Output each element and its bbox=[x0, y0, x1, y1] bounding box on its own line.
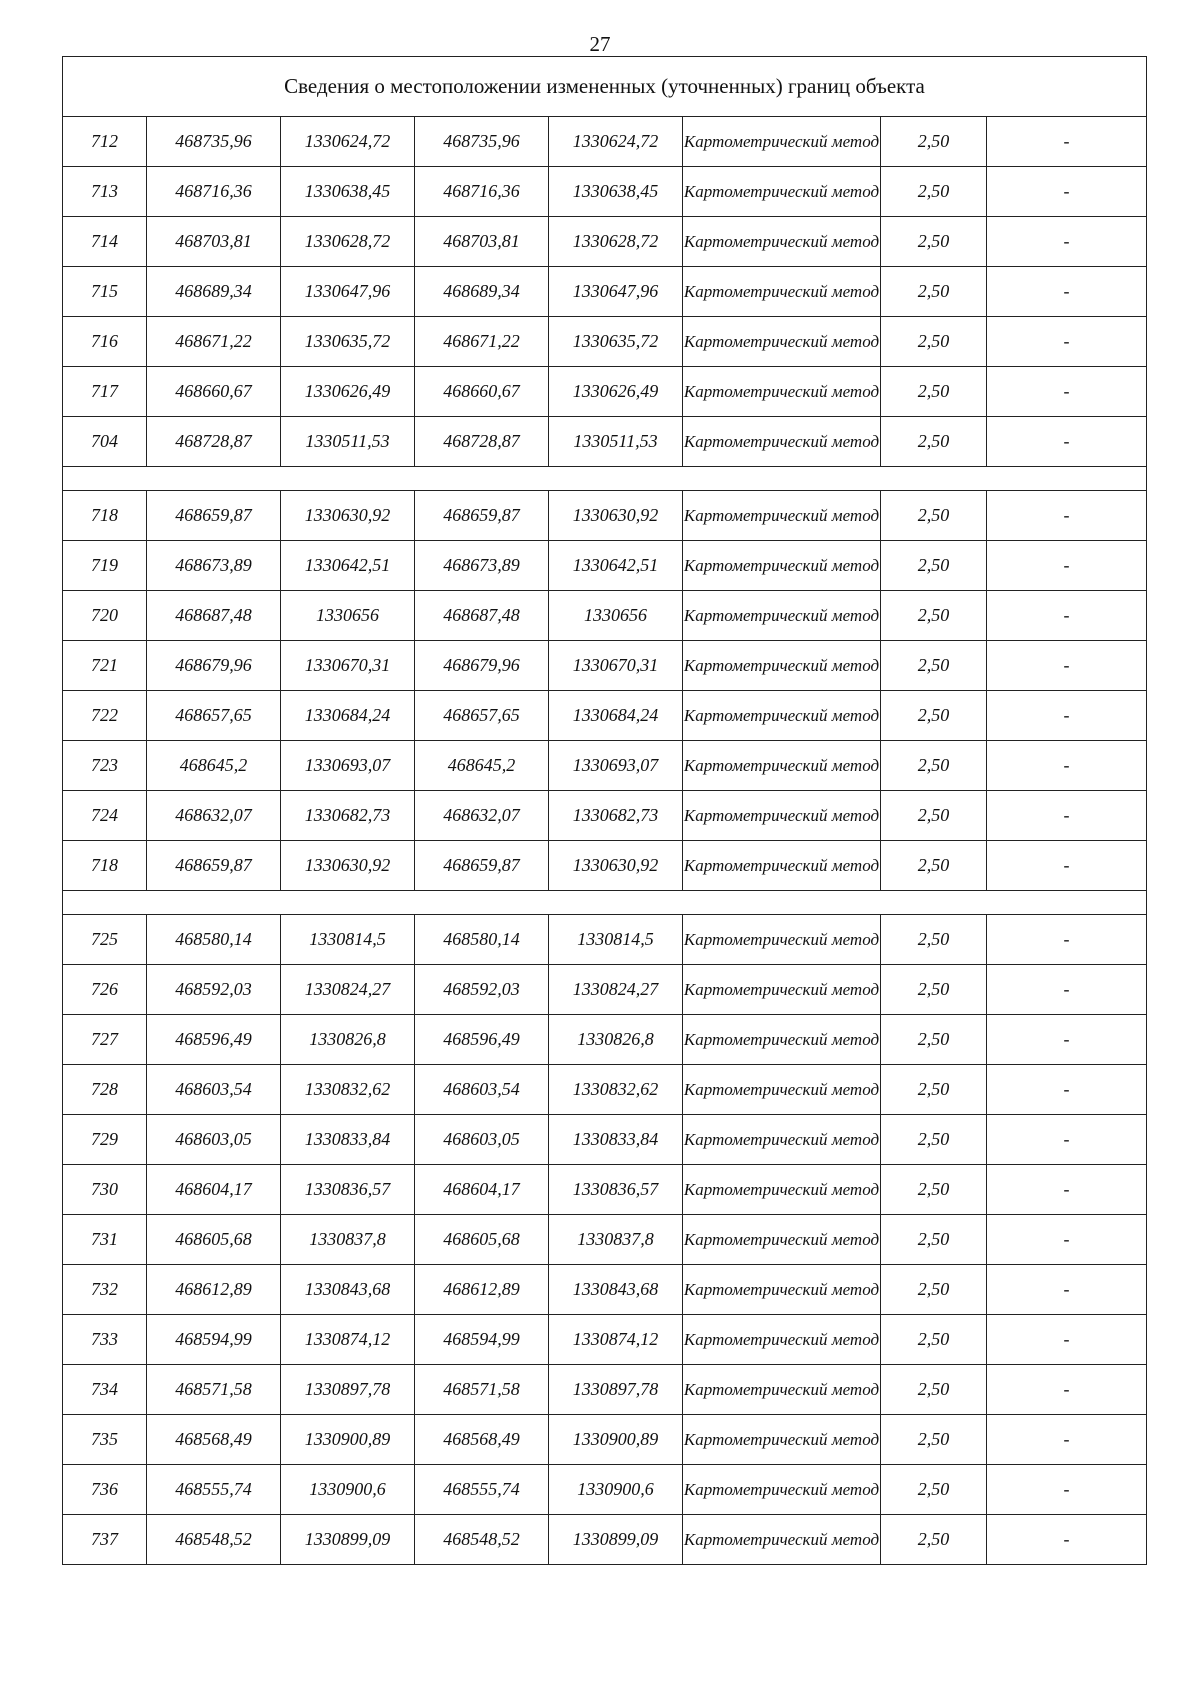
cell-point-number: 732 bbox=[63, 1265, 147, 1315]
cell-y-new: 1330626,49 bbox=[549, 367, 683, 417]
cell-point-number: 729 bbox=[63, 1115, 147, 1165]
cell-x-new: 468645,2 bbox=[415, 741, 549, 791]
cell-method: Картометрический метод bbox=[683, 417, 881, 467]
cell-x-new: 468728,87 bbox=[415, 417, 549, 467]
group-separator-cell bbox=[63, 891, 1147, 915]
cell-x-existing: 468645,2 bbox=[147, 741, 281, 791]
cell-accuracy: 2,50 bbox=[881, 965, 987, 1015]
group-separator-row bbox=[63, 891, 1147, 915]
cell-point-number: 722 bbox=[63, 691, 147, 741]
cell-y-existing: 1330900,89 bbox=[281, 1415, 415, 1465]
cell-y-new: 1330814,5 bbox=[549, 915, 683, 965]
cell-y-existing: 1330630,92 bbox=[281, 491, 415, 541]
cell-method: Картометрический метод bbox=[683, 1265, 881, 1315]
cell-x-existing: 468632,07 bbox=[147, 791, 281, 841]
cell-accuracy: 2,50 bbox=[881, 1115, 987, 1165]
cell-method: Картометрический метод bbox=[683, 1465, 881, 1515]
cell-method: Картометрический метод bbox=[683, 1365, 881, 1415]
cell-x-new: 468671,22 bbox=[415, 317, 549, 367]
table-row bbox=[63, 541, 1147, 591]
cell-x-existing: 468555,74 bbox=[147, 1465, 281, 1515]
cell-accuracy: 2,50 bbox=[881, 1315, 987, 1365]
cell-accuracy: 2,50 bbox=[881, 267, 987, 317]
cell-y-existing: 1330824,27 bbox=[281, 965, 415, 1015]
cell-y-existing: 1330682,73 bbox=[281, 791, 415, 841]
cell-x-new: 468604,17 bbox=[415, 1165, 549, 1215]
cell-point-number: 736 bbox=[63, 1465, 147, 1515]
cell-y-existing: 1330833,84 bbox=[281, 1115, 415, 1165]
cell-x-new: 468657,65 bbox=[415, 691, 549, 741]
cell-y-new: 1330684,24 bbox=[549, 691, 683, 741]
cell-y-new: 1330630,92 bbox=[549, 841, 683, 891]
table-row bbox=[63, 1415, 1147, 1465]
cell-x-new: 468603,05 bbox=[415, 1115, 549, 1165]
cell-point-number: 733 bbox=[63, 1315, 147, 1365]
table-row bbox=[63, 1315, 1147, 1365]
group-separator-row bbox=[63, 467, 1147, 491]
cell-y-existing: 1330670,31 bbox=[281, 641, 415, 691]
cell-x-existing: 468735,96 bbox=[147, 117, 281, 167]
cell-description: - bbox=[987, 641, 1147, 691]
cell-y-new: 1330826,8 bbox=[549, 1015, 683, 1065]
cell-point-number: 712 bbox=[63, 117, 147, 167]
cell-y-existing: 1330656 bbox=[281, 591, 415, 641]
table-body bbox=[63, 57, 1147, 1565]
cell-y-existing: 1330826,8 bbox=[281, 1015, 415, 1065]
cell-x-new: 468716,36 bbox=[415, 167, 549, 217]
table-row bbox=[63, 1065, 1147, 1115]
cell-method: Картометрический метод bbox=[683, 491, 881, 541]
cell-x-new: 468660,67 bbox=[415, 367, 549, 417]
cell-x-existing: 468703,81 bbox=[147, 217, 281, 267]
cell-accuracy: 2,50 bbox=[881, 117, 987, 167]
cell-x-new: 468735,96 bbox=[415, 117, 549, 167]
cell-point-number: 717 bbox=[63, 367, 147, 417]
table-row bbox=[63, 1365, 1147, 1415]
cell-point-number: 734 bbox=[63, 1365, 147, 1415]
cell-accuracy: 2,50 bbox=[881, 1165, 987, 1215]
table-row bbox=[63, 167, 1147, 217]
cell-y-existing: 1330693,07 bbox=[281, 741, 415, 791]
table-row bbox=[63, 1165, 1147, 1215]
cell-y-existing: 1330843,68 bbox=[281, 1265, 415, 1315]
cell-point-number: 718 bbox=[63, 841, 147, 891]
cell-x-existing: 468604,17 bbox=[147, 1165, 281, 1215]
cell-method: Картометрический метод bbox=[683, 641, 881, 691]
cell-accuracy: 2,50 bbox=[881, 491, 987, 541]
cell-y-existing: 1330684,24 bbox=[281, 691, 415, 741]
cell-x-new: 468673,89 bbox=[415, 541, 549, 591]
cell-y-new: 1330833,84 bbox=[549, 1115, 683, 1165]
cell-point-number: 718 bbox=[63, 491, 147, 541]
cell-x-existing: 468580,14 bbox=[147, 915, 281, 965]
cell-description: - bbox=[987, 117, 1147, 167]
cell-accuracy: 2,50 bbox=[881, 1065, 987, 1115]
cell-x-existing: 468673,89 bbox=[147, 541, 281, 591]
cell-y-new: 1330837,8 bbox=[549, 1215, 683, 1265]
cell-x-existing: 468548,52 bbox=[147, 1515, 281, 1565]
table-row bbox=[63, 217, 1147, 267]
cell-x-new: 468605,68 bbox=[415, 1215, 549, 1265]
cell-x-existing: 468716,36 bbox=[147, 167, 281, 217]
cell-point-number: 719 bbox=[63, 541, 147, 591]
cell-y-new: 1330693,07 bbox=[549, 741, 683, 791]
cell-x-existing: 468568,49 bbox=[147, 1415, 281, 1465]
cell-x-new: 468659,87 bbox=[415, 491, 549, 541]
table-row bbox=[63, 117, 1147, 167]
cell-x-new: 468596,49 bbox=[415, 1015, 549, 1065]
cell-description: - bbox=[987, 167, 1147, 217]
cell-description: - bbox=[987, 1465, 1147, 1515]
table-row bbox=[63, 841, 1147, 891]
cell-x-existing: 468671,22 bbox=[147, 317, 281, 367]
cell-point-number: 721 bbox=[63, 641, 147, 691]
cell-point-number: 714 bbox=[63, 217, 147, 267]
cell-accuracy: 2,50 bbox=[881, 691, 987, 741]
table-row bbox=[63, 691, 1147, 741]
cell-x-existing: 468571,58 bbox=[147, 1365, 281, 1415]
table-row bbox=[63, 1465, 1147, 1515]
cell-y-new: 1330899,09 bbox=[549, 1515, 683, 1565]
cell-method: Картометрический метод bbox=[683, 1215, 881, 1265]
cell-y-existing: 1330624,72 bbox=[281, 117, 415, 167]
cell-description: - bbox=[987, 841, 1147, 891]
boundary-table bbox=[62, 56, 1147, 1565]
table-row bbox=[63, 317, 1147, 367]
cell-y-existing: 1330511,53 bbox=[281, 417, 415, 467]
cell-y-new: 1330638,45 bbox=[549, 167, 683, 217]
cell-method: Картометрический метод bbox=[683, 841, 881, 891]
cell-y-new: 1330836,57 bbox=[549, 1165, 683, 1215]
cell-y-new: 1330824,27 bbox=[549, 965, 683, 1015]
table-row bbox=[63, 915, 1147, 965]
table-row bbox=[63, 1265, 1147, 1315]
cell-accuracy: 2,50 bbox=[881, 217, 987, 267]
cell-accuracy: 2,50 bbox=[881, 167, 987, 217]
cell-accuracy: 2,50 bbox=[881, 317, 987, 367]
cell-x-existing: 468603,05 bbox=[147, 1115, 281, 1165]
cell-method: Картометрический метод bbox=[683, 791, 881, 841]
cell-accuracy: 2,50 bbox=[881, 591, 987, 641]
cell-description: - bbox=[987, 691, 1147, 741]
table-row bbox=[63, 965, 1147, 1015]
cell-y-new: 1330656 bbox=[549, 591, 683, 641]
cell-y-existing: 1330630,92 bbox=[281, 841, 415, 891]
cell-point-number: 735 bbox=[63, 1415, 147, 1465]
cell-point-number: 727 bbox=[63, 1015, 147, 1065]
cell-method: Картометрический метод bbox=[683, 267, 881, 317]
table-title: Сведения о местоположении измененных (уточненных) границ объекта bbox=[63, 57, 1147, 117]
page-number: 27 bbox=[589, 32, 611, 56]
cell-method: Картометрический метод bbox=[683, 591, 881, 641]
cell-y-new: 1330630,92 bbox=[549, 491, 683, 541]
table-row bbox=[63, 1015, 1147, 1065]
cell-y-new: 1330874,12 bbox=[549, 1315, 683, 1365]
cell-x-new: 468689,34 bbox=[415, 267, 549, 317]
table-row bbox=[63, 417, 1147, 467]
cell-description: - bbox=[987, 267, 1147, 317]
cell-y-new: 1330900,89 bbox=[549, 1415, 683, 1465]
cell-method: Картометрический метод bbox=[683, 167, 881, 217]
table-row bbox=[63, 741, 1147, 791]
cell-description: - bbox=[987, 367, 1147, 417]
cell-method: Картометрический метод bbox=[683, 1415, 881, 1465]
table-row bbox=[63, 267, 1147, 317]
cell-method: Картометрический метод bbox=[683, 117, 881, 167]
cell-y-existing: 1330832,62 bbox=[281, 1065, 415, 1115]
cell-description: - bbox=[987, 1015, 1147, 1065]
cell-y-existing: 1330897,78 bbox=[281, 1365, 415, 1415]
cell-accuracy: 2,50 bbox=[881, 541, 987, 591]
cell-accuracy: 2,50 bbox=[881, 1215, 987, 1265]
cell-y-new: 1330682,73 bbox=[549, 791, 683, 841]
cell-y-new: 1330628,72 bbox=[549, 217, 683, 267]
table-row bbox=[63, 641, 1147, 691]
cell-description: - bbox=[987, 491, 1147, 541]
cell-y-existing: 1330814,5 bbox=[281, 915, 415, 965]
cell-description: - bbox=[987, 965, 1147, 1015]
cell-x-new: 468548,52 bbox=[415, 1515, 549, 1565]
cell-y-new: 1330635,72 bbox=[549, 317, 683, 367]
cell-y-new: 1330897,78 bbox=[549, 1365, 683, 1415]
cell-method: Картометрический метод bbox=[683, 1315, 881, 1365]
cell-description: - bbox=[987, 1415, 1147, 1465]
cell-x-existing: 468612,89 bbox=[147, 1265, 281, 1315]
cell-x-existing: 468660,67 bbox=[147, 367, 281, 417]
cell-y-existing: 1330837,8 bbox=[281, 1215, 415, 1265]
cell-accuracy: 2,50 bbox=[881, 741, 987, 791]
cell-x-new: 468632,07 bbox=[415, 791, 549, 841]
table-row bbox=[63, 491, 1147, 541]
cell-x-existing: 468659,87 bbox=[147, 491, 281, 541]
cell-point-number: 737 bbox=[63, 1515, 147, 1565]
cell-point-number: 730 bbox=[63, 1165, 147, 1215]
table-row bbox=[63, 1515, 1147, 1565]
cell-y-existing: 1330647,96 bbox=[281, 267, 415, 317]
cell-accuracy: 2,50 bbox=[881, 641, 987, 691]
cell-description: - bbox=[987, 417, 1147, 467]
cell-method: Картометрический метод bbox=[683, 317, 881, 367]
cell-description: - bbox=[987, 791, 1147, 841]
cell-point-number: 726 bbox=[63, 965, 147, 1015]
table-row bbox=[63, 1215, 1147, 1265]
cell-description: - bbox=[987, 1165, 1147, 1215]
cell-accuracy: 2,50 bbox=[881, 1015, 987, 1065]
cell-point-number: 720 bbox=[63, 591, 147, 641]
cell-method: Картометрический метод bbox=[683, 965, 881, 1015]
cell-description: - bbox=[987, 1365, 1147, 1415]
cell-description: - bbox=[987, 1115, 1147, 1165]
cell-x-new: 468659,87 bbox=[415, 841, 549, 891]
cell-x-new: 468592,03 bbox=[415, 965, 549, 1015]
cell-point-number: 725 bbox=[63, 915, 147, 965]
cell-description: - bbox=[987, 1065, 1147, 1115]
group-separator-cell bbox=[63, 467, 1147, 491]
cell-y-new: 1330900,6 bbox=[549, 1465, 683, 1515]
cell-x-existing: 468687,48 bbox=[147, 591, 281, 641]
table-row bbox=[63, 791, 1147, 841]
cell-description: - bbox=[987, 541, 1147, 591]
cell-x-new: 468612,89 bbox=[415, 1265, 549, 1315]
cell-y-new: 1330670,31 bbox=[549, 641, 683, 691]
cell-description: - bbox=[987, 1315, 1147, 1365]
cell-method: Картометрический метод bbox=[683, 367, 881, 417]
cell-y-existing: 1330836,57 bbox=[281, 1165, 415, 1215]
cell-accuracy: 2,50 bbox=[881, 791, 987, 841]
cell-x-existing: 468603,54 bbox=[147, 1065, 281, 1115]
cell-x-existing: 468596,49 bbox=[147, 1015, 281, 1065]
cell-y-new: 1330511,53 bbox=[549, 417, 683, 467]
cell-accuracy: 2,50 bbox=[881, 1265, 987, 1315]
cell-x-new: 468703,81 bbox=[415, 217, 549, 267]
table-title-row bbox=[63, 57, 1147, 117]
cell-x-existing: 468594,99 bbox=[147, 1315, 281, 1365]
cell-x-new: 468580,14 bbox=[415, 915, 549, 965]
cell-accuracy: 2,50 bbox=[881, 1515, 987, 1565]
cell-x-new: 468571,58 bbox=[415, 1365, 549, 1415]
table-row bbox=[63, 367, 1147, 417]
cell-accuracy: 2,50 bbox=[881, 367, 987, 417]
cell-x-existing: 468659,87 bbox=[147, 841, 281, 891]
cell-x-existing: 468689,34 bbox=[147, 267, 281, 317]
cell-accuracy: 2,50 bbox=[881, 1365, 987, 1415]
cell-x-existing: 468657,65 bbox=[147, 691, 281, 741]
cell-y-existing: 1330635,72 bbox=[281, 317, 415, 367]
cell-accuracy: 2,50 bbox=[881, 1465, 987, 1515]
cell-point-number: 704 bbox=[63, 417, 147, 467]
cell-y-existing: 1330900,6 bbox=[281, 1465, 415, 1515]
table-row bbox=[63, 1115, 1147, 1165]
cell-method: Картометрический метод bbox=[683, 541, 881, 591]
cell-method: Картометрический метод bbox=[683, 1015, 881, 1065]
cell-y-existing: 1330638,45 bbox=[281, 167, 415, 217]
cell-point-number: 713 bbox=[63, 167, 147, 217]
cell-y-existing: 1330899,09 bbox=[281, 1515, 415, 1565]
cell-x-new: 468679,96 bbox=[415, 641, 549, 691]
cell-y-existing: 1330628,72 bbox=[281, 217, 415, 267]
cell-x-existing: 468592,03 bbox=[147, 965, 281, 1015]
cell-x-existing: 468728,87 bbox=[147, 417, 281, 467]
cell-accuracy: 2,50 bbox=[881, 417, 987, 467]
cell-description: - bbox=[987, 1265, 1147, 1315]
table-row bbox=[63, 591, 1147, 641]
cell-x-new: 468687,48 bbox=[415, 591, 549, 641]
cell-accuracy: 2,50 bbox=[881, 841, 987, 891]
cell-point-number: 723 bbox=[63, 741, 147, 791]
cell-x-new: 468603,54 bbox=[415, 1065, 549, 1115]
cell-y-existing: 1330626,49 bbox=[281, 367, 415, 417]
cell-method: Картометрический метод bbox=[683, 1515, 881, 1565]
cell-x-new: 468555,74 bbox=[415, 1465, 549, 1515]
cell-method: Картометрический метод bbox=[683, 741, 881, 791]
cell-y-new: 1330647,96 bbox=[549, 267, 683, 317]
cell-point-number: 731 bbox=[63, 1215, 147, 1265]
cell-description: - bbox=[987, 317, 1147, 367]
cell-y-new: 1330642,51 bbox=[549, 541, 683, 591]
cell-x-new: 468594,99 bbox=[415, 1315, 549, 1365]
cell-point-number: 728 bbox=[63, 1065, 147, 1115]
cell-description: - bbox=[987, 915, 1147, 965]
cell-point-number: 724 bbox=[63, 791, 147, 841]
cell-y-new: 1330843,68 bbox=[549, 1265, 683, 1315]
cell-description: - bbox=[987, 591, 1147, 641]
cell-method: Картометрический метод bbox=[683, 691, 881, 741]
cell-description: - bbox=[987, 1215, 1147, 1265]
cell-point-number: 715 bbox=[63, 267, 147, 317]
cell-description: - bbox=[987, 741, 1147, 791]
cell-y-existing: 1330642,51 bbox=[281, 541, 415, 591]
cell-description: - bbox=[987, 217, 1147, 267]
cell-y-new: 1330624,72 bbox=[549, 117, 683, 167]
cell-accuracy: 2,50 bbox=[881, 1415, 987, 1465]
cell-accuracy: 2,50 bbox=[881, 915, 987, 965]
cell-point-number: 716 bbox=[63, 317, 147, 367]
cell-method: Картометрический метод bbox=[683, 915, 881, 965]
cell-method: Картометрический метод bbox=[683, 217, 881, 267]
cell-method: Картометрический метод bbox=[683, 1115, 881, 1165]
cell-method: Картометрический метод bbox=[683, 1065, 881, 1115]
cell-y-new: 1330832,62 bbox=[549, 1065, 683, 1115]
cell-method: Картометрический метод bbox=[683, 1165, 881, 1215]
cell-y-existing: 1330874,12 bbox=[281, 1315, 415, 1365]
cell-description: - bbox=[987, 1515, 1147, 1565]
cell-x-existing: 468679,96 bbox=[147, 641, 281, 691]
cell-x-new: 468568,49 bbox=[415, 1415, 549, 1465]
cell-x-existing: 468605,68 bbox=[147, 1215, 281, 1265]
